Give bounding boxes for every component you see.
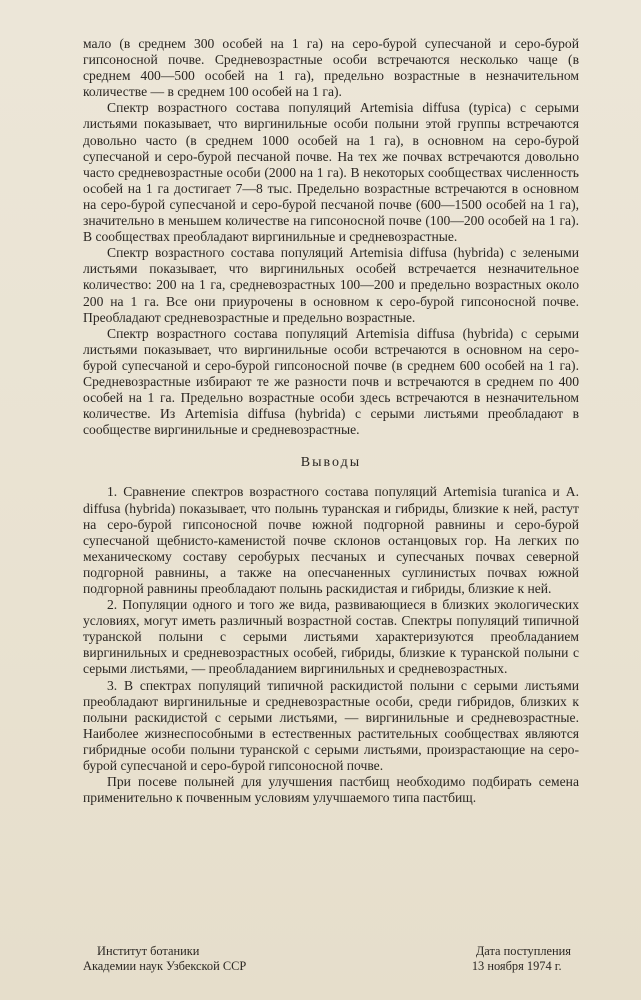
institute-line-1: Институт ботаники	[97, 944, 200, 958]
paragraph-continuation: мало (в среднем 300 особей на 1 га) на серо-бурой супесчаной и серо-бурой гипсоносной почве. Средневозрастные особи встречаются несколько чаще (в среднем 400—500 особей на 1 га), предельно возрастные в незначительном количестве — в среднем 100 особей на 1 га).	[83, 36, 579, 100]
footer-received-date	[472, 944, 571, 974]
conclusion-3: 3. В спектрах популяций типичной раскидистой полыни с серыми листьями преобладают виргинильные и средневозрастные особи, среди гибридов, близких к полыни раскидистой с серыми листьями, — виргинильные и средневозрастные. Наиболее жизнеспособными в естественных растительных сообществах являются гибридные особи полыни туранской с серыми листьями, произрастающие на серо-бурой супесчаной и серо-бурой гипсоносной почве.	[83, 677, 579, 774]
received-line-2: 13 ноября 1974 г.	[471, 959, 562, 973]
paragraph-hybrida-grey: Спектр возрастного состава популяций Artemisia diffusa (hybrida) с серыми листьями показывает, что виргинильные особи встречаются в основном на серо-бурой супесчаной и серо-бурой гипсоносной почве (в среднем 600 особей на 1 га). Средневозрастные избирают те же разности почв и встречаются в среднем по 400 особей на 1 га. Предельно возрастные особи здесь встречаются в незначительном количестве. Из Artemisia diffusa (hybrida) с серыми листьями преобладают в сообществе виргинильные и средневозрастные.	[83, 325, 579, 438]
section-title-conclusions: Выводы	[300, 455, 362, 471]
paragraph-typica-grey: Спектр возрастного состава популяций Artemisia diffusa (typica) с серыми листьями показывает, что виргинильные особи полыни этой группы встречаются довольно часто (в среднем 1000 особей на 1 га), в основном на серо-бурой супесчаной и серо-бурой песчаной почве. На тех же почвах встречаются довольно часто средневозрастные особи (2000 на 1 га). В некоторых сообществах численность особей на 1 га достигает 7—8 тыс. Предельно возрастные встречаются в основном на серо-бурой супесчаной и серо-бурой песчаной почве (600—1500 особей на 1 га), значительно в меньшем количестве на гипсоносной почве (100—200 особей на 1 га). В сообществах преобладают виргинильные и средневозрастные.	[83, 100, 579, 245]
conclusion-recommendation: При посеве полыней для улучшения пастбищ необходимо подбирать семена применительно к почвенным условиям улучшаемого типа пастбищ.	[83, 774, 579, 806]
conclusion-2: 2. Популяции одного и того же вида, развивающиеся в близких экологических условиях, могут иметь различный возрастной состав. Спектры популяций типичной туранской полыни с серыми листьями характеризуются преобладанием виргинильных и средневозрастных особей, гибриды, близкие к туранской полыни с серыми листьями, — преобладанием виргинильных и средневозрастных.	[83, 597, 579, 677]
conclusion-1: 1. Сравнение спектров возрастного состава популяций Artemisia turanica и A. diffusa (hybrida) показывает, что полынь туранская и гибриды, близкие к ней, растут на серо-бурой гипсоносной почве южной подгорной равнины и серо-бурой супесчаной щебнисто-каменистой почве склонов останцовых гор. На легких по механическому составу серобурых песчаных и супесчаных почвах северной подгорной равнины, а также на опесчаненных суглинистых почвах южной подгорной равнины преобладают полынь раскидистая и гибриды, близкие к ней.	[83, 484, 579, 596]
footer-affiliation	[83, 944, 246, 974]
institute-line-2: Академии наук Узбекской ССР	[83, 959, 247, 973]
body-text	[83, 36, 579, 806]
paragraph-hybrida-green: Спектр возрастного состава популяций Artemisia diffusa (hybrida) с зелеными листьями показывает, что виргинильных особей встречается незначительное количество: 200 на 1 га, средневозрастных 100—200 и предельно возрастных около 200 на 1 га. Все они приурочены в основном к серо-бурой гипсоносной почве. Преобладают средневозрастные и предельно возрастные.	[83, 245, 579, 325]
received-line-1: Дата поступления	[475, 944, 571, 958]
